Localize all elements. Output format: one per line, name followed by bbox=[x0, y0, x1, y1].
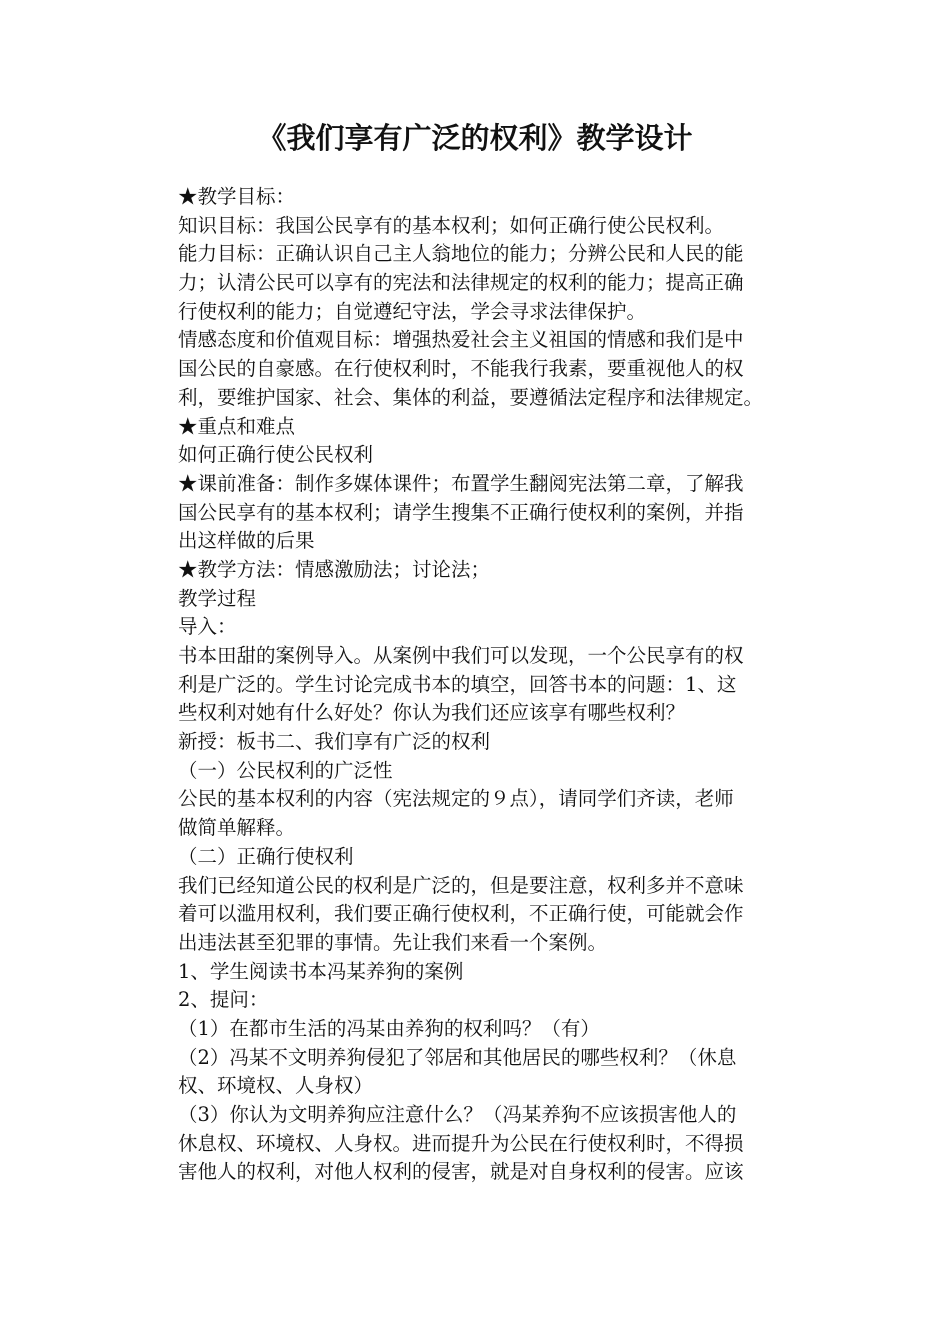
text-line: 休息权、环境权、人身权。进而提升为公民在行使权利时，不得损 bbox=[178, 1131, 744, 1155]
document-body bbox=[178, 183, 818, 1187]
text-line: 做简单解释。 bbox=[178, 816, 296, 840]
text-line: 能力目标：正确认识自己主人翁地位的能力；分辨公民和人民的能 bbox=[178, 242, 744, 266]
text-line: 2、提问： bbox=[178, 988, 269, 1012]
text-line: 国公民的自豪感。在行使权利时，不能我行我素，要重视他人的权 bbox=[178, 357, 744, 381]
text-line: 新授：板书二、我们享有广泛的权利 bbox=[178, 730, 491, 754]
text-line: （一）公民权利的广泛性 bbox=[178, 758, 393, 782]
text-line: 出违法甚至犯罪的事情。先让我们来看一个案例。 bbox=[178, 930, 608, 954]
text-line: 些权利对她有什么好处？你认为我们还应该享有哪些权利？ bbox=[178, 701, 686, 725]
text-line: （二）正确行使权利 bbox=[178, 844, 354, 868]
text-line: ★教学目标： bbox=[178, 185, 296, 208]
text-line: 导入： bbox=[178, 615, 237, 639]
text-line: 利是广泛的。学生讨论完成书本的填空，回答书本的问题：1、这 bbox=[178, 672, 737, 696]
text-line: 利，要维护国家、社会、集体的利益，要遵循法定程序和法律规定。 bbox=[178, 385, 764, 409]
text-line: 国公民享有的基本权利；请学生搜集不正确行使权利的案例，并指 bbox=[178, 500, 744, 524]
text-line: 害他人的权利，对他人权利的侵害，就是对自身权利的侵害。应该 bbox=[178, 1160, 744, 1184]
text-line: ★课前准备：制作多媒体课件；布置学生翻阅宪法第二章，了解我 bbox=[178, 471, 744, 495]
text-line: （1）在都市生活的冯某由养狗的权利吗？（有） bbox=[178, 1016, 600, 1040]
text-line: 着可以滥用权利，我们要正确行使权利，不正确行使，可能就会作 bbox=[178, 902, 744, 926]
text-line: 1、学生阅读书本冯某养狗的案例 bbox=[178, 959, 464, 983]
text-line: 公民的基本权利的内容（宪法规定的９点），请同学们齐读，老师 bbox=[178, 787, 734, 811]
text-line: 行使权利的能力；自觉遵纪守法，学会寻求法律保护。 bbox=[178, 299, 647, 323]
text-line: 力；认清公民可以享有的宪法和法律规定的权利的能力；提高正确 bbox=[178, 271, 744, 295]
text-line: 书本田甜的案例导入。从案例中我们可以发现，一个公民享有的权 bbox=[178, 644, 744, 667]
text-line: 我们已经知道公民的权利是广泛的，但是要注意，权利多并不意味 bbox=[178, 873, 744, 897]
text-line: （2）冯某不文明养狗侵犯了邻居和其他居民的哪些权利？（休息 bbox=[178, 1045, 737, 1069]
text-line: （3）你认为文明养狗应注意什么？（冯某养狗不应该损害他人的 bbox=[178, 1103, 737, 1126]
document-title: 《我们享有广泛的权利》教学设计 bbox=[257, 121, 693, 155]
text-line: 知识目标：我国公民享有的基本权利；如何正确行使公民权利。 bbox=[178, 213, 725, 237]
text-line: 出这样做的后果 bbox=[178, 529, 315, 553]
text-line: ★教学方法：情感激励法；讨论法； bbox=[178, 557, 491, 581]
text-line: ★重点和难点 bbox=[178, 414, 296, 438]
text-line: 教学过程 bbox=[178, 586, 257, 610]
text-line: 情感态度和价值观目标：增强热爱社会主义祖国的情感和我们是中 bbox=[178, 328, 744, 352]
text-line: 如何正确行使公民权利 bbox=[178, 443, 374, 467]
text-line: 权、环境权、人身权） bbox=[178, 1074, 374, 1098]
